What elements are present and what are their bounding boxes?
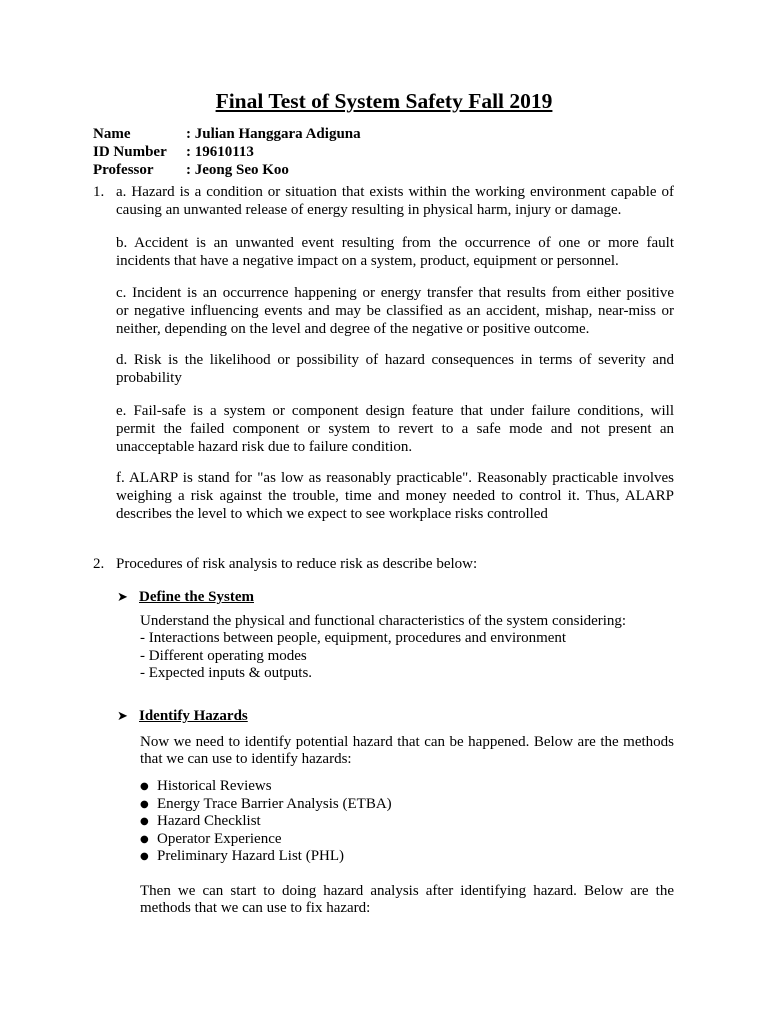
info-row-name	[93, 125, 361, 143]
text-line: Now we need to identify potential hazard that can be happened. Below are the methods	[140, 734, 674, 750]
text-line: d. Risk is the likelihood or possibility of hazard consequences in terms of severity and	[116, 352, 674, 368]
list-item-text: Preliminary Hazard List (PHL)	[157, 848, 345, 865]
text-line: Then we can start to doing hazard analysis after identifying hazard. Below are the	[140, 883, 674, 899]
define-system-heading	[117, 588, 254, 607]
q1-definition-accident	[116, 235, 674, 271]
question-2-number: 2.	[93, 556, 105, 572]
list-item-text: Historical Reviews	[157, 778, 272, 794]
text-line: neither, depending on the level and degree of the negative or positive outcome.	[116, 320, 590, 337]
professor-label: Professor	[93, 162, 154, 178]
bullet-icon: ●	[140, 851, 149, 863]
q1-definition-fail-safe	[116, 403, 674, 456]
name-value: : Julian Hanggara Adiguna	[186, 126, 361, 142]
q2-intro	[116, 556, 674, 574]
list-item	[140, 848, 392, 866]
bullet-icon: ●	[140, 781, 149, 792]
identify-hazards-heading	[117, 707, 248, 726]
page-title: Final Test of System Safety Fall 2019	[215, 89, 553, 113]
info-row-id	[93, 143, 361, 161]
text-line: - Interactions between people, equipment, procedures and environment	[140, 630, 567, 647]
q1-definition-incident	[116, 285, 674, 338]
list-item-text: Energy Trace Barrier Analysis (ETBA)	[157, 795, 392, 812]
identify-hazards-title: Identify Hazards	[139, 708, 248, 724]
text-line: causing an unwanted release of energy resulting in physical harm, injury or damage.	[116, 201, 622, 218]
list-item	[140, 796, 392, 814]
text-line: c. Incident is an occurrence happening or energy transfer that results from either positive	[116, 285, 674, 301]
text-line: - Expected inputs & outputs.	[140, 665, 313, 682]
q1-definition-risk	[116, 352, 674, 388]
text-line: Understand the physical and functional characteristics of the system considering:	[140, 613, 627, 629]
info-row-professor	[93, 161, 361, 179]
text-line: b. Accident is an unwanted event resulting from the occurrence of one or more fault	[116, 235, 674, 251]
define-system-title: Define the System	[139, 589, 254, 605]
hazard-methods-list	[140, 778, 392, 866]
text-line: unacceptable hazard risk due to failure condition.	[116, 438, 413, 455]
arrow-bullet-icon: ➤	[117, 709, 128, 724]
q1-definition-alarp	[116, 470, 674, 523]
professor-value: : Jeong Seo Koo	[186, 162, 289, 178]
text-line: weighing a risk against the trouble, time and money needed to control it. Thus, ALARP	[116, 487, 674, 504]
list-item-text: Hazard Checklist	[157, 813, 261, 830]
text-line: Procedures of risk analysis to reduce risk as describe below:	[116, 556, 478, 572]
id-value: : 19610113	[186, 144, 254, 160]
bullet-icon: ●	[140, 833, 149, 845]
identify-hazards-intro	[140, 734, 674, 769]
text-line: describes the level to which we expect to see workplace risks controlled	[116, 505, 548, 522]
text-line: permit the failed component or system to revert to a safe mode and not present an	[116, 420, 674, 437]
question-1-number: 1.	[93, 184, 105, 200]
list-item	[140, 778, 392, 796]
list-item	[140, 831, 392, 849]
list-item	[140, 813, 392, 831]
name-label: Name	[93, 126, 131, 142]
q1-definition-hazard	[116, 184, 674, 220]
text-line: f. ALARP is stand for "as low as reasonably practicable". Reasonably practicable involves	[116, 470, 674, 486]
text-line: - Different operating modes	[140, 647, 307, 664]
list-item-text: Operator Experience	[157, 830, 282, 847]
text-line: that we can use to identify hazards:	[140, 751, 352, 768]
text-line: or negative influencing events and may be classified as an accident, mishap, near-miss or	[116, 302, 674, 319]
student-info	[93, 125, 361, 179]
id-label: ID Number	[93, 144, 167, 160]
hazard-analysis-intro	[140, 883, 674, 918]
text-line: methods that we can use to fix hazard:	[140, 900, 371, 917]
text-line: probability	[116, 369, 182, 386]
define-system-body	[140, 613, 674, 683]
arrow-bullet-icon: ➤	[117, 590, 128, 605]
text-line: e. Fail-safe is a system or component design feature that under failure conditions, will	[116, 403, 674, 419]
text-line: a. Hazard is a condition or situation that exists within the working environment capable of	[116, 184, 674, 200]
bullet-icon: ●	[140, 798, 149, 810]
text-line: incidents that have a negative impact on a system, product, equipment or personnel.	[116, 252, 619, 269]
bullet-icon: ●	[140, 816, 149, 828]
